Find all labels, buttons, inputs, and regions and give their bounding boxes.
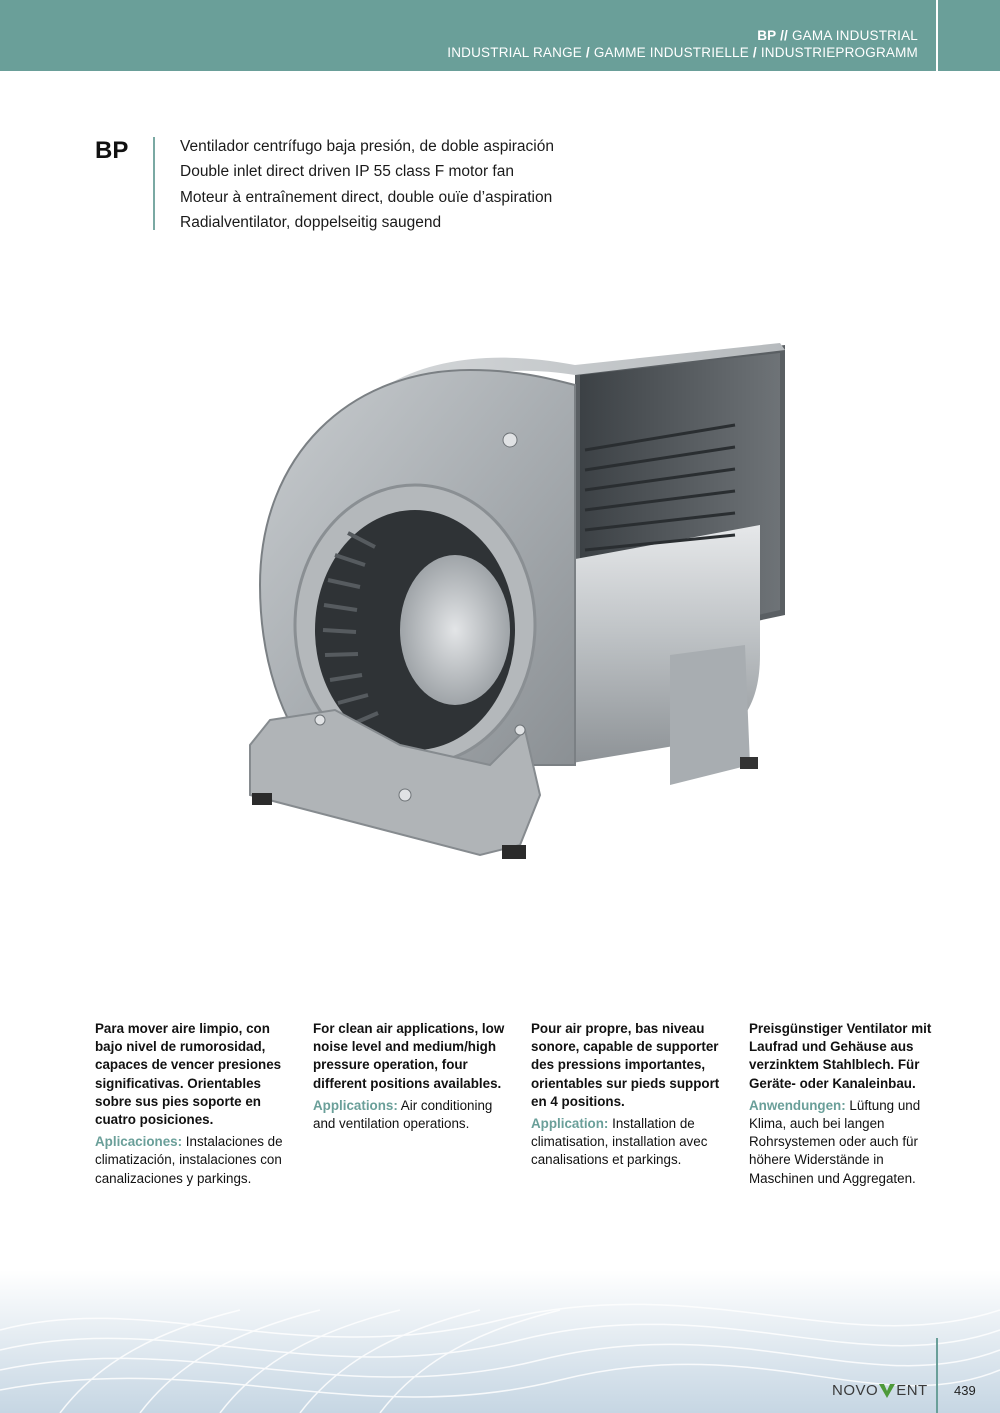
header-line-1: [447, 27, 918, 44]
header-product-code: BP: [757, 28, 777, 43]
product-code: BP: [95, 137, 129, 164]
column-fr-app-label: Application:: [531, 1116, 609, 1132]
title-es: Ventilador centrífugo baja presión, de doble aspiración: [180, 138, 554, 155]
column-de: [749, 1020, 944, 1188]
logo-text-left: NOVO: [832, 1381, 879, 1399]
footer-divider: [936, 1338, 938, 1413]
column-de-app-label: Anwendungen:: [749, 1097, 846, 1113]
page-number: 439: [954, 1383, 976, 1398]
header-range-de: INDUSTRIEPROGRAMM: [760, 45, 918, 60]
column-en-app-text: Air conditioning and ventilation operations.: [313, 1097, 493, 1132]
column-fr-applications: [531, 1115, 726, 1170]
header-line-2: [447, 44, 918, 61]
column-es: [95, 1020, 290, 1188]
product-titles: [180, 134, 554, 235]
column-fr: [531, 1020, 726, 1170]
header-slash-1: /: [581, 45, 594, 60]
novovent-logo: [832, 1380, 928, 1400]
column-en: [313, 1020, 508, 1133]
title-en: Double inlet direct driven IP 55 class F motor fan: [180, 163, 514, 181]
column-fr-app-text: Installation de climatisation, installation avec canalisations et parkings.: [531, 1116, 708, 1168]
header-divider: [936, 0, 938, 71]
column-de-applications: [749, 1097, 944, 1188]
title-fr: Moteur à entraînement direct, double ouïe d’aspiration: [180, 188, 553, 206]
column-es-app-text: Instalaciones de climatización, instalaciones con canalizaciones y parkings.: [95, 1134, 283, 1186]
column-en-applications: [313, 1097, 508, 1133]
product-photo-fan: [240, 325, 810, 870]
column-es-lead: Para mover aire limpio, con bajo nivel de rumorosidad, capaces de vencer presiones significativas. Orientables sobre sus pies soporte en cuatro posiciones.: [95, 1021, 282, 1128]
column-fr-lead: Pour air propre, bas niveau sonore, capable de supporter des pressions importantes, orientables sur pieds support en 4 positions.: [531, 1021, 720, 1109]
column-es-app-label: Aplicaciones:: [95, 1134, 183, 1150]
header-range-fr: GAMME INDUSTRIELLE: [593, 45, 749, 60]
title-de: Radialventilator, doppelseitig saugend: [180, 213, 442, 231]
column-en-lead: For clean air applications, low noise level and medium/high pressure operation, four different positions availables.: [313, 1021, 505, 1091]
leaf-v-icon: [878, 1381, 896, 1399]
column-es-applications: [95, 1133, 290, 1188]
header-separator: //: [776, 28, 792, 43]
column-en-app-label: Applications:: [313, 1097, 398, 1113]
header-band: [0, 0, 1000, 71]
header-range-es: GAMA INDUSTRIAL: [791, 28, 918, 43]
header-range-en: INDUSTRIAL RANGE: [447, 45, 582, 60]
column-de-lead: Preisgünstiger Ventilator mit Laufrad und Gehäuse aus verzinktem Stahlblech. Für Geräte- oder Kanaleinbau.: [749, 1021, 932, 1091]
header-slash-2: /: [748, 45, 761, 60]
column-de-app-text: Lüftung und Klima, auch bei langen Rohrsystemen oder auch für höhere Widerstände in Maschinen und Aggregaten.: [749, 1097, 921, 1186]
title-rule: [153, 137, 155, 230]
header-range-text: [447, 27, 918, 61]
logo-text-right: ENT: [896, 1381, 928, 1399]
